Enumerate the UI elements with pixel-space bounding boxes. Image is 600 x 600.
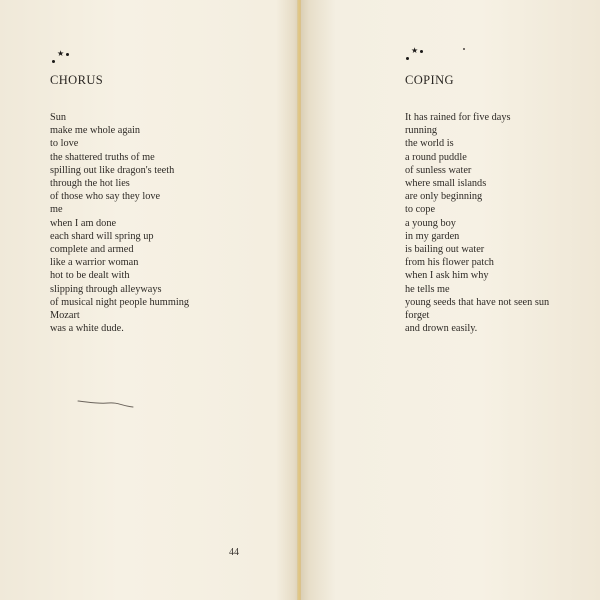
poem-line: Mozart bbox=[50, 310, 80, 322]
page-number: 44 bbox=[229, 547, 239, 558]
poem-line: the shattered truths of me bbox=[50, 151, 155, 163]
pen-mark-icon bbox=[76, 396, 136, 412]
poem-line: make me whole again bbox=[50, 125, 141, 137]
poem-line: Sun bbox=[50, 112, 67, 123]
poem-line: of those who say they love bbox=[50, 191, 161, 203]
poem-line: in my garden bbox=[405, 230, 460, 242]
poem-line: me bbox=[50, 204, 63, 216]
poem-title: CHORUS bbox=[50, 73, 104, 87]
poem-line: hot to be dealt with bbox=[50, 270, 130, 282]
poem-line: through the hot lies bbox=[50, 178, 130, 190]
poem-line: like a warrior woman bbox=[50, 257, 139, 269]
poem-line: when I am done bbox=[50, 217, 117, 229]
poem-line: of sunless water bbox=[405, 164, 472, 176]
poem-line: each shard will spring up bbox=[50, 230, 154, 242]
poem-line: is bailing out water bbox=[405, 244, 485, 256]
poem-line: It has rained for five days bbox=[405, 112, 511, 123]
poem-line: the world is bbox=[405, 138, 454, 150]
poem-line: when I ask him why bbox=[405, 270, 489, 282]
poem-line: forget bbox=[405, 310, 430, 322]
poem-line: he tells me bbox=[405, 283, 450, 295]
poem-line: running bbox=[405, 125, 438, 137]
poem-body bbox=[50, 111, 189, 335]
left-page bbox=[0, 0, 298, 600]
poem-line: a young boy bbox=[405, 217, 456, 229]
poem-line: was a white dude. bbox=[50, 323, 124, 335]
poem-line: from his flower patch bbox=[405, 257, 494, 269]
poem-line: to love bbox=[50, 138, 79, 150]
poem-line: and drown easily. bbox=[405, 323, 478, 335]
poem-line: are only beginning bbox=[405, 191, 483, 203]
poem-line: spilling out like dragon's teeth bbox=[50, 164, 175, 176]
poem-title: COPING bbox=[405, 73, 454, 87]
poem-line: complete and armed bbox=[50, 244, 134, 256]
poem-line: where small islands bbox=[405, 178, 487, 190]
poem-line: slipping through alleyways bbox=[50, 283, 162, 295]
poem-body bbox=[405, 111, 549, 335]
poem-line: of musical night people humming bbox=[50, 296, 189, 308]
star-cluster-icon: ★ bbox=[51, 50, 73, 66]
star-cluster-icon: ★ bbox=[405, 47, 427, 63]
paper-speck bbox=[463, 48, 465, 50]
poem-line: young seeds that have not seen sun bbox=[405, 296, 550, 308]
right-page bbox=[302, 0, 600, 600]
poem-line: a round puddle bbox=[405, 151, 467, 163]
poem-line: to cope bbox=[405, 204, 436, 216]
